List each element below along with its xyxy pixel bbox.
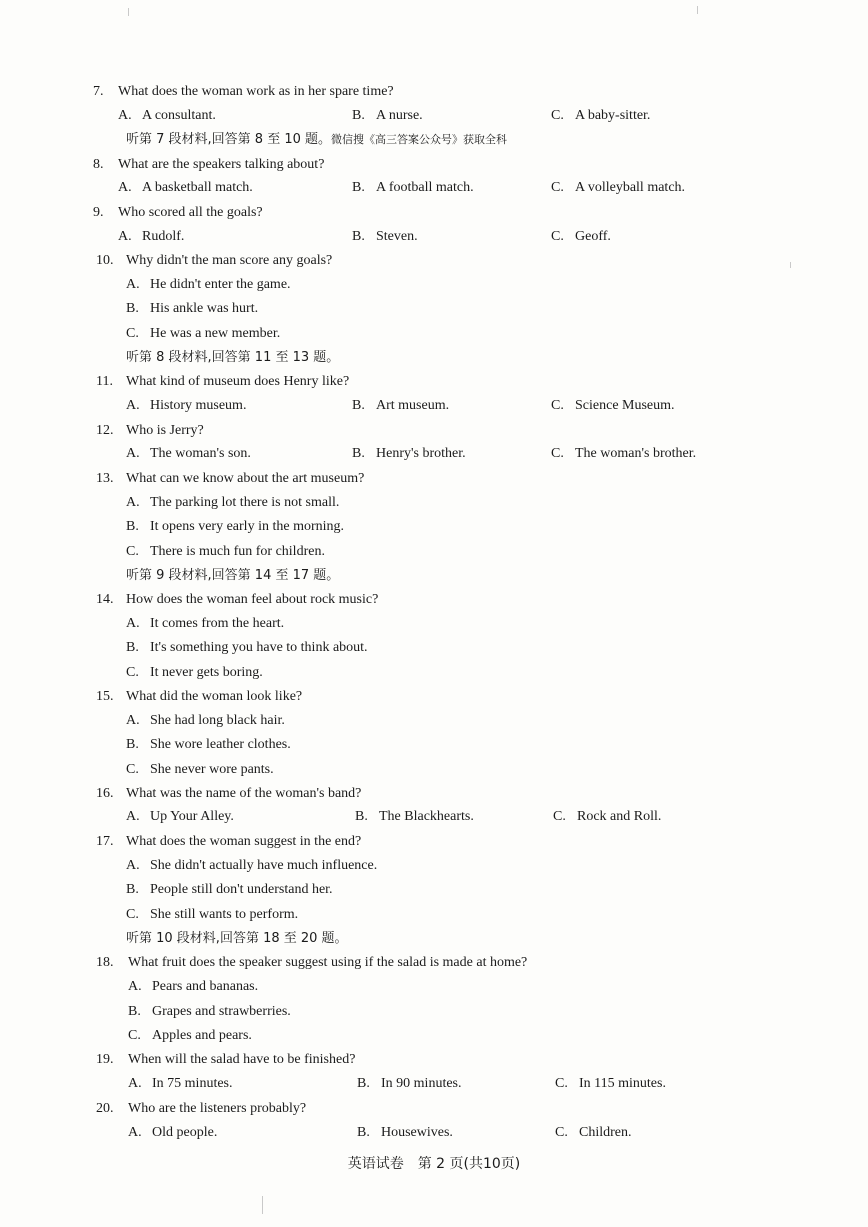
option-c: C. Science Museum.: [551, 398, 675, 413]
question-number: 9.: [93, 205, 104, 220]
option-b: B. The Blackhearts.: [355, 809, 474, 824]
question-number: 10.: [96, 253, 114, 268]
option-a: A. A consultant.: [118, 108, 216, 123]
question-text: What kind of museum does Henry like?: [126, 374, 350, 389]
option-a: A. A basketball match.: [118, 180, 253, 195]
scan-speck: [262, 1196, 263, 1214]
option-c: C. A baby-sitter.: [551, 108, 651, 123]
option-c: C. The woman's brother.: [551, 446, 697, 461]
question-text: What does the woman work as in her spare time?: [118, 84, 394, 99]
question-number: 7.: [93, 84, 104, 99]
question-text: When will the salad have to be finished?: [128, 1052, 356, 1067]
question-text: Who are the listeners probably?: [128, 1101, 307, 1116]
option-b: B. Art museum.: [352, 398, 450, 413]
question-text: What fruit does the speaker suggest using if the salad is made at home?: [128, 955, 528, 970]
question-text: What was the name of the woman's band?: [126, 786, 362, 801]
option-a: A. Old people.: [128, 1125, 218, 1140]
question-text: Who is Jerry?: [126, 423, 204, 438]
option-c: C. Children.: [555, 1125, 632, 1140]
question-number: 14.: [96, 592, 114, 607]
option-a: A. In 75 minutes.: [128, 1076, 233, 1091]
page-footer: 英语试卷 第 2 页(共10页): [347, 1156, 521, 1172]
question-number: 20.: [96, 1101, 114, 1116]
scan-speck: [790, 262, 791, 268]
question-text: Who scored all the goals?: [118, 205, 263, 220]
question-number: 18.: [96, 955, 114, 970]
option-b: B. A football match.: [352, 180, 474, 195]
question-number: 16.: [96, 786, 114, 801]
option-b: B. A nurse.: [352, 108, 423, 123]
option-a: A. Rudolf.: [118, 229, 185, 244]
exam-page: 7. What does the woman work as in her spare time? A. A consultant. B. A nurse. C. A baby-sitter. 听第 7 段材料,回答第 8 至 10 题。微信搜《高三答案公众号》获取全科 8. What are the speakers talking about? A. A basketball match. B. A football match. C. A volleyball match. 9. Who scored all the goals? A. Rudolf. B. Steven. C. Geoff. 10. Why didn't the man score any goals? A. He didn't enter the game. B. His ankle was hurt. C. He was a new member. 听第 8 段材料,回答第 11 至 13 题。 11. What kind of museum does Henry like? A. History museum. B. Art museum. C. Science Museum. 12. Who is Jerry? A. The woman's son. B. Henry's brother. C. The woman's brother. 13. What can we know about the art museum? A. The parking lot there is not small. B. It opens very early in the morning. C. There is much fun for children. 听第 9 段材料,回答第 14 至 17 题。 14. How does the woman feel about rock music? A. It comes from the heart. B. It's something you have to think about. C. It never gets boring. 15. What did the woman look like? A. She had long black hair. B. She wore leather clothes. C. She never wore pants. 16. What was the name of the woman's band? A. Up Your Alley. B. The Blackhearts. C. Rock and Roll. 17. What does the woman suggest in the end? A. She didn't actually have much influence. B. People still don't understand her. C. She still wants to perform. 听第 10 段材料,回答第 18 至 20 题。 18. What fruit does the speaker suggest using if the salad is made at home? A. Pears and bananas. B. Grapes and strawberries. C. Apples and pears. 19. When will the salad have to be finished? A. In 75 minutes. B. In 90 minutes. C. In 115 minutes. 20. Who are the listeners probably? A. Old people. B. Housewives. C. Children. 英语试卷 第 2 页(共10页): [0, 0, 868, 1227]
option-b: B. In 90 minutes.: [357, 1076, 462, 1091]
question-number: 13.: [96, 471, 114, 486]
option-a: A. History museum.: [126, 398, 247, 413]
option-b: B. Henry's brother.: [352, 446, 466, 461]
question-text: Why didn't the man score any goals?: [126, 253, 333, 268]
question-number: 17.: [96, 834, 114, 849]
option-c: C. Rock and Roll.: [553, 809, 662, 824]
scan-speck: [128, 8, 129, 16]
question-text: What does the woman suggest in the end?: [126, 834, 362, 849]
scan-speck: [697, 6, 698, 14]
question-text: What can we know about the art museum?: [126, 471, 365, 486]
option-c: C. A volleyball match.: [551, 180, 686, 195]
question-number: 15.: [96, 689, 114, 704]
option-c: C. Geoff.: [551, 229, 611, 244]
question-text: How does the woman feel about rock music?: [126, 592, 379, 607]
option-a: A. Up Your Alley.: [126, 809, 234, 824]
option-a: A. The woman's son.: [126, 446, 251, 461]
question-text: What did the woman look like?: [126, 689, 303, 704]
option-b: B. Housewives.: [357, 1125, 453, 1140]
question-number: 12.: [96, 423, 114, 438]
option-b: B. Steven.: [352, 229, 418, 244]
question-text: What are the speakers talking about?: [118, 157, 325, 172]
option-c: C. In 115 minutes.: [555, 1076, 666, 1091]
question-number: 11.: [96, 374, 113, 389]
watermark-note: 微信搜《高三答案公众号》获取全科: [331, 133, 508, 146]
question-number: 8.: [93, 157, 104, 172]
question-number: 19.: [96, 1052, 114, 1067]
